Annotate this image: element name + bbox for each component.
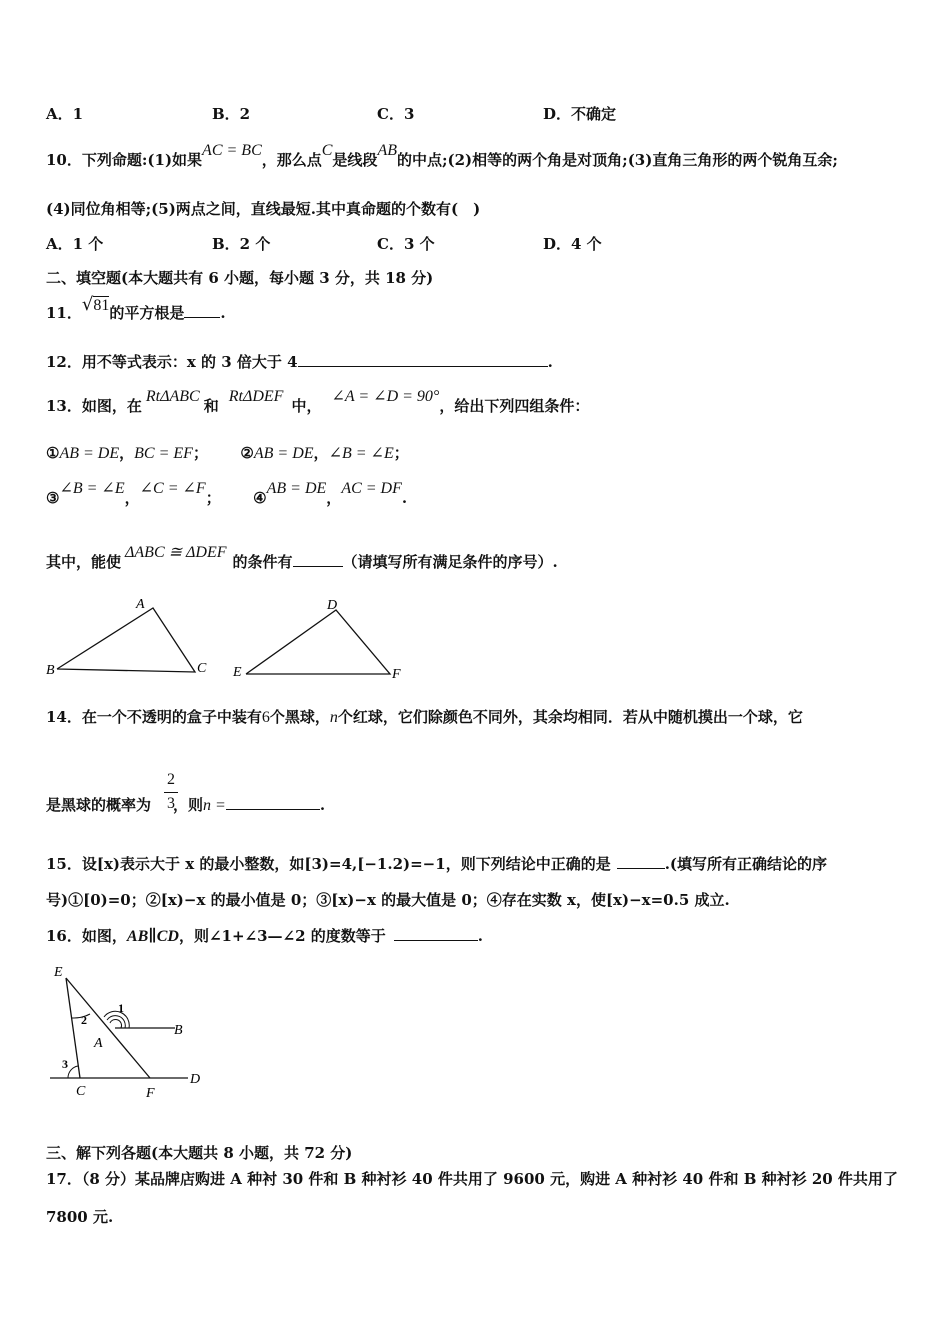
q15-line1: [46, 854, 827, 874]
label-d: D: [190, 1072, 201, 1087]
q14-math-n: n: [329, 709, 338, 726]
q13-text: 如图，在: [81, 397, 142, 415]
q13-ask-text: 其中，能使: [46, 553, 122, 571]
q14-end: .: [319, 796, 326, 814]
q10-text: 是线段: [332, 151, 378, 169]
label-e: E: [54, 965, 63, 980]
comma: ，: [124, 489, 140, 507]
label-b: B: [174, 1023, 183, 1038]
q13-answer-blank[interactable]: [293, 552, 343, 567]
q9-option-a: A．1: [46, 105, 84, 123]
angle-3-arc: [68, 1066, 78, 1078]
q11-radicand: 81: [93, 297, 110, 314]
condition-3-label: ③: [46, 489, 60, 507]
q12: [46, 352, 553, 372]
q16-answer-blank[interactable]: [394, 926, 478, 941]
q13-triangles-figure: [40, 592, 420, 687]
q15-line2: 号)①[0)=0；②[x)−x 的最小值是 0；③[x)−x 的最大值是 0；④存在实数 x，使[x)−x=0.5 成立.: [46, 891, 730, 909]
q15-text: .(填写所有正确结论的序: [664, 855, 828, 873]
q9-option-b: B．2: [212, 105, 251, 123]
label-b: B: [46, 663, 55, 678]
q10-number: 10．: [46, 151, 82, 169]
q10-option-d: D．4 个: [543, 235, 602, 253]
q15-text: 15．设[x)表示大于 x 的最小整数，如[3)=4,[−1.2)=−1，则下列结论中正确的是: [46, 855, 611, 873]
q11-end: .: [220, 304, 226, 322]
q15-answer-blank[interactable]: [617, 854, 665, 869]
angle-1-arc: [110, 1019, 122, 1028]
q13-math-rt-def: RtΔDEF: [228, 388, 284, 405]
q17-line2: 7800 元.: [46, 1208, 114, 1226]
q16-end: .: [477, 927, 483, 945]
condition-3-end: ；: [205, 489, 221, 507]
condition-3-part1: ∠B = ∠E: [59, 480, 125, 497]
q14-text: ，则: [173, 796, 204, 814]
angle-label-2: 2: [81, 1013, 87, 1027]
condition-4-part2: AC = DF: [341, 480, 402, 497]
q13-math-congruence: ΔABC ≅ ΔDEF: [125, 544, 227, 561]
label-d: D: [327, 598, 338, 613]
sqrt-symbol: √: [81, 294, 94, 315]
q13-ask-text: 的条件有: [232, 553, 293, 571]
q13-text: ，给出下列四组条件：: [439, 397, 590, 415]
condition-1-part1: AB = DE: [59, 445, 120, 462]
q10-line1: [46, 142, 838, 171]
condition-1-label: ①: [46, 444, 60, 462]
q9-option-c: C．3: [377, 105, 415, 123]
condition-1-end: ；: [192, 444, 208, 462]
q13-text: 和: [203, 397, 219, 415]
q14-text: 是黑球的概率为: [46, 796, 152, 814]
q16-number: 16．: [46, 927, 82, 945]
q12-number: 12．: [46, 353, 82, 371]
q11: [46, 294, 226, 324]
q9-option-d: D．不确定: [543, 105, 617, 123]
q14-answer-blank[interactable]: [226, 795, 320, 810]
label-a: A: [94, 1036, 103, 1051]
condition-2-label: ②: [240, 444, 254, 462]
q13-math-rt-abc: RtΔABC: [145, 388, 200, 405]
section-3-heading: 三、解下列各题(本大题共 8 小题，共 72 分): [46, 1144, 353, 1162]
condition-3-part2: ∠C = ∠F: [139, 480, 206, 497]
q14-line2: [46, 795, 325, 816]
condition-2-part1: AB = DE: [253, 445, 314, 462]
q10-line2: (4)同位角相等;(5)两点之间，直线最短.其中真命题的个数有( ): [46, 200, 481, 218]
q12-end: .: [547, 353, 553, 371]
q17-line1: 17．（8 分）某品牌店购进 A 种衬 30 件和 B 种衬衫 40 件共用了 9600 元，购进 A 种衬衫 40 件和 B 种衬衫 20 件共用了: [46, 1170, 898, 1188]
q13-math-angles: ∠A = ∠D = 90°: [331, 388, 440, 405]
q11-text: 的平方根是: [109, 304, 185, 322]
triangle-def: [232, 598, 401, 682]
q16-math-ab-parallel-cd: AB∥CD: [126, 928, 179, 945]
condition-4-end: .: [401, 489, 408, 507]
q16-text: ，则∠1+∠3—∠2 的度数等于: [178, 927, 386, 945]
q13-number: 13．: [46, 397, 82, 415]
q11-number: 11．: [46, 304, 82, 322]
label-f: F: [146, 1086, 155, 1101]
label-c: C: [76, 1084, 86, 1099]
q16-parallel-lines-figure: [40, 962, 220, 1102]
q13-ask-text: （请填写所有满足条件的序号）.: [342, 553, 558, 571]
q12-answer-blank[interactable]: [298, 352, 548, 367]
angle-label-1: 1: [118, 1001, 124, 1015]
fraction-numerator: 2: [167, 771, 175, 788]
q14-text: 个红球，它们除颜色不同外，其余均相同．若从中随机摸出一个球，它: [337, 708, 803, 726]
label-e: E: [233, 665, 242, 680]
q16-text: 如图，: [81, 927, 127, 945]
q13-conditions-row1: [46, 443, 409, 464]
q10-text: ，那么点: [261, 151, 322, 169]
q10-math-ab: AB: [377, 142, 397, 159]
comma: ，: [119, 444, 135, 462]
q14-math-n-equals: n =: [203, 797, 226, 814]
q13-line1: [46, 388, 590, 417]
section-2-heading: 二、填空题(本大题共有 6 小题，每小题 3 分，共 18 分): [46, 269, 434, 287]
q12-text: 用不等式表示：x 的 3 倍大于 4: [81, 353, 298, 371]
q13-text: 中，: [291, 397, 322, 415]
fraction-bar: [164, 792, 178, 793]
condition-2-end: ；: [393, 444, 409, 462]
triangle-abc: [46, 597, 207, 678]
condition-4-part1: AB = DE: [266, 480, 327, 497]
q10-text: 下列命题:(1)如果: [81, 151, 203, 169]
label-c: C: [197, 661, 207, 676]
q10-option-b: B．2 个: [212, 235, 271, 253]
q10-option-c: C．3 个: [377, 235, 435, 253]
q13-question: [46, 544, 558, 573]
q16: [46, 926, 483, 947]
fraction-denominator: 3: [167, 795, 175, 812]
q14-text: 个黑球，: [269, 708, 330, 726]
q11-answer-blank[interactable]: [184, 303, 220, 318]
label-f: F: [392, 667, 401, 682]
q10-math-c: C: [321, 142, 333, 159]
q14-line1: [46, 707, 803, 728]
comma: ，: [326, 489, 342, 507]
angle-1-arc: [107, 1016, 125, 1028]
condition-2-part2: ∠B = ∠E: [328, 445, 394, 462]
label-a: A: [136, 597, 145, 612]
q14-math-6: 6: [261, 709, 270, 726]
q13-conditions-row2: [46, 480, 408, 509]
q14-text: 在一个不透明的盒子中装有: [81, 708, 262, 726]
q10-math-ac-bc: AC = BC: [202, 142, 262, 159]
q10-option-a: A．1 个: [46, 235, 104, 253]
comma: ，: [313, 444, 329, 462]
q10-text: 的中点;(2)相等的两个角是对顶角;(3)直角三角形的两个锐角互余;: [396, 151, 838, 169]
condition-4-label: ④: [253, 489, 267, 507]
condition-1-part2: BC = EF: [134, 445, 193, 462]
q14-number: 14．: [46, 708, 82, 726]
angle-label-3: 3: [62, 1057, 68, 1071]
